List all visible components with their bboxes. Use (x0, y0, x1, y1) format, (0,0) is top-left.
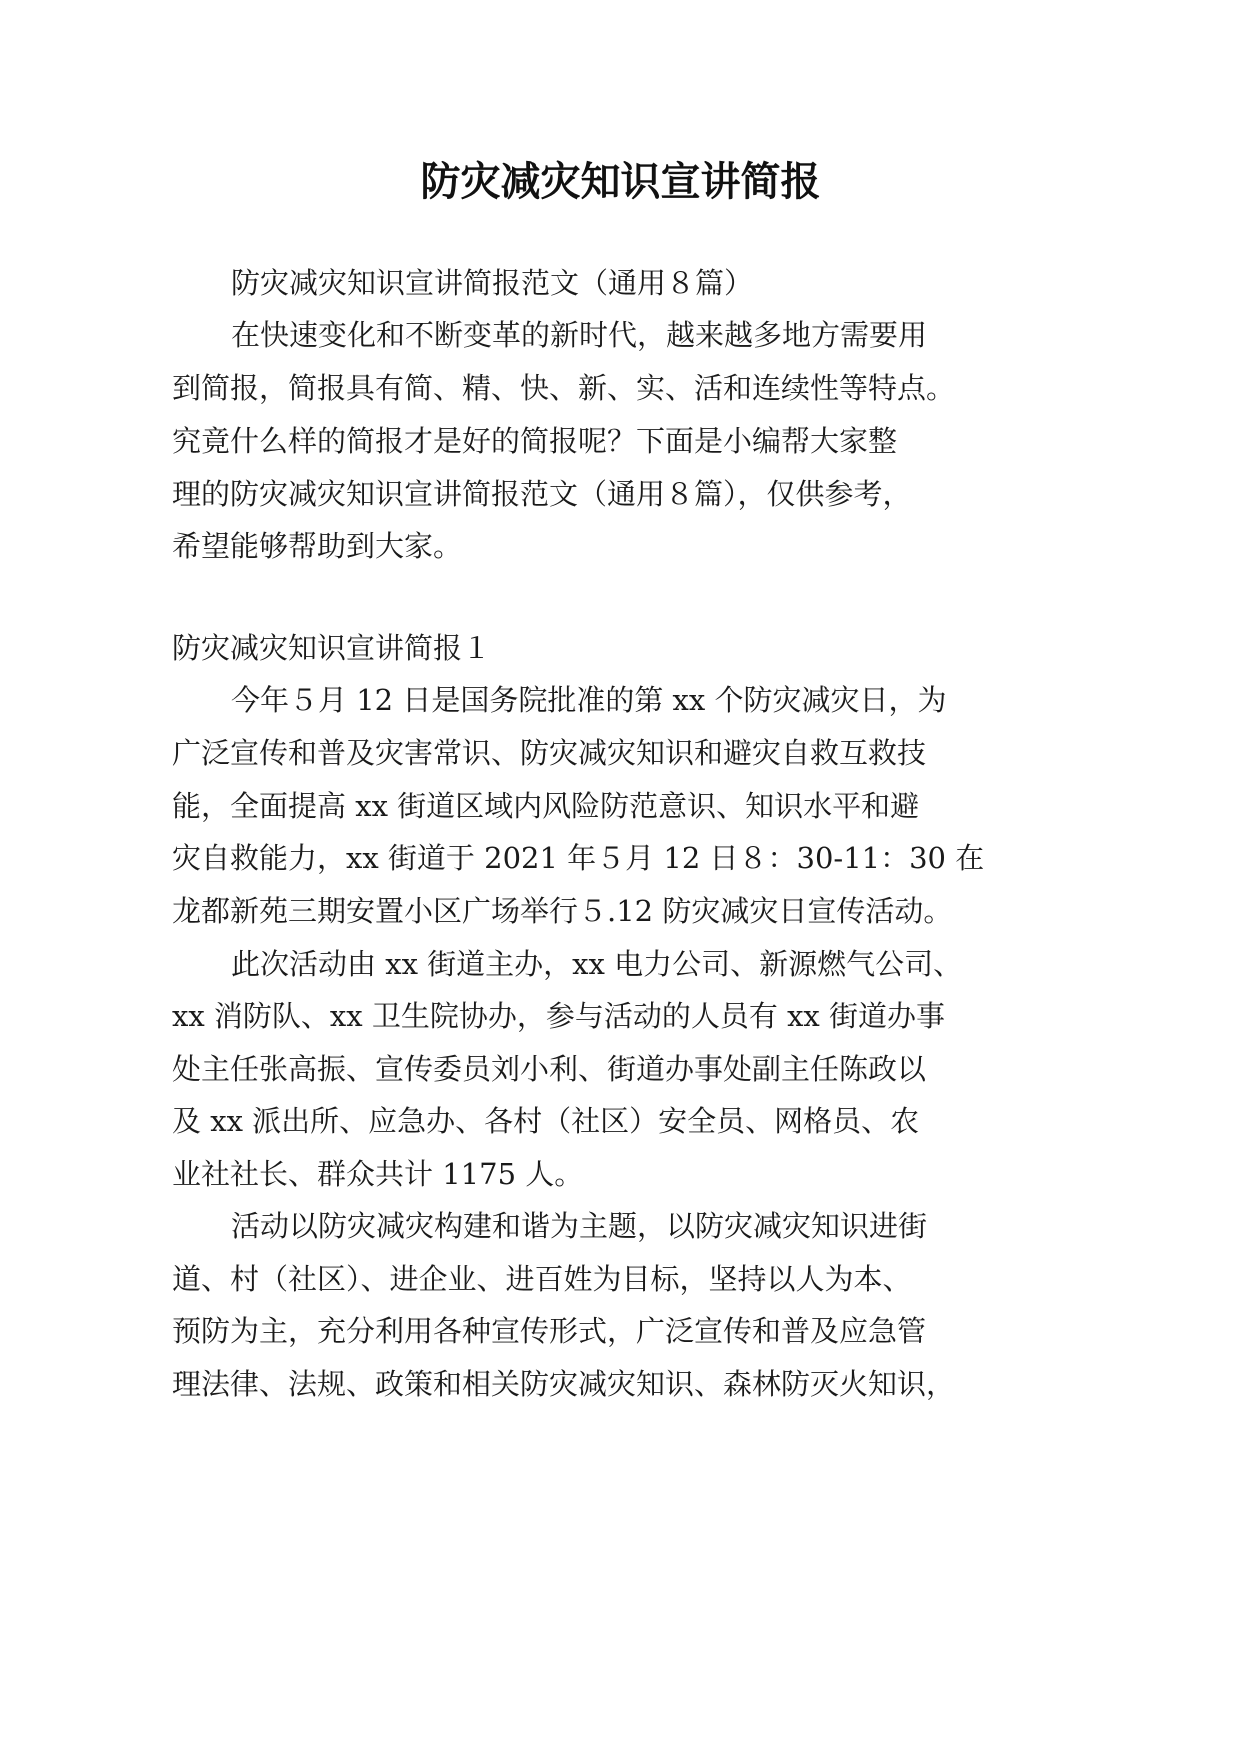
paragraph-line: 预防为主，充分利用各种宣传形式，广泛宣传和普及应急管 (172, 1314, 927, 1348)
paragraph-line: 今年５月 12 日是国务院批准的第 xx 个防灾减灾日，为 (231, 683, 947, 717)
paragraph-line: 能，全面提高 xx 街道区域内风险防范意识、知识水平和避 (172, 789, 920, 823)
paragraph-line: 活动以防灾减灾构建和谐为主题，以防灾减灾知识进街 (231, 1209, 928, 1243)
section-heading: 防灾减灾知识宣讲简报１ (172, 631, 492, 665)
paragraph-line: 灾自救能力，xx 街道于 2021 年５月 12 日８：30-11：30 在 (172, 841, 985, 875)
intro-line: 希望能够帮助到大家。 (172, 529, 463, 563)
paragraph-line: xx 消防队、xx 卫生院协办，参与活动的人员有 xx 街道办事 (172, 999, 946, 1033)
intro-line: 到简报，简报具有简、精、快、新、实、活和连续性等特点。 (172, 371, 956, 405)
paragraph-line: 业社社长、群众共计 1175 人。 (172, 1157, 584, 1191)
intro-line: 理的防灾减灾知识宣讲简报范文（通用８篇），仅供参考， (172, 477, 912, 511)
paragraph-line: 广泛宣传和普及灾害常识、防灾减灾知识和避灾自救互救技 (172, 736, 927, 770)
paragraph-line: 及 xx 派出所、应急办、各村（社区）安全员、网格员、农 (172, 1104, 920, 1138)
paragraph-line: 理法律、法规、政策和相关防灾减灾知识、森林防灭火知识， (172, 1367, 956, 1401)
paragraph-line: 龙都新苑三期安置小区广场举行５.12 防灾减灾日宣传活动。 (172, 894, 953, 928)
intro-line: 究竟什么样的简报才是好的简报呢？下面是小编帮大家整 (172, 424, 898, 458)
document-subtitle: 防灾减灾知识宣讲简报范文（通用８篇） (231, 266, 754, 300)
paragraph-line: 处主任张高振、宣传委员刘小利、街道办事处副主任陈政以 (172, 1052, 927, 1086)
paragraph-line: 道、村（社区）、进企业、进百姓为目标，坚持以人为本、 (172, 1262, 912, 1296)
document-title: 防灾减灾知识宣讲简报 (420, 159, 821, 205)
paragraph-line: 此次活动由 xx 街道主办，xx 电力公司、新源燃气公司、 (231, 947, 963, 981)
intro-line: 在快速变化和不断变革的新时代，越来越多地方需要用 (231, 318, 928, 352)
